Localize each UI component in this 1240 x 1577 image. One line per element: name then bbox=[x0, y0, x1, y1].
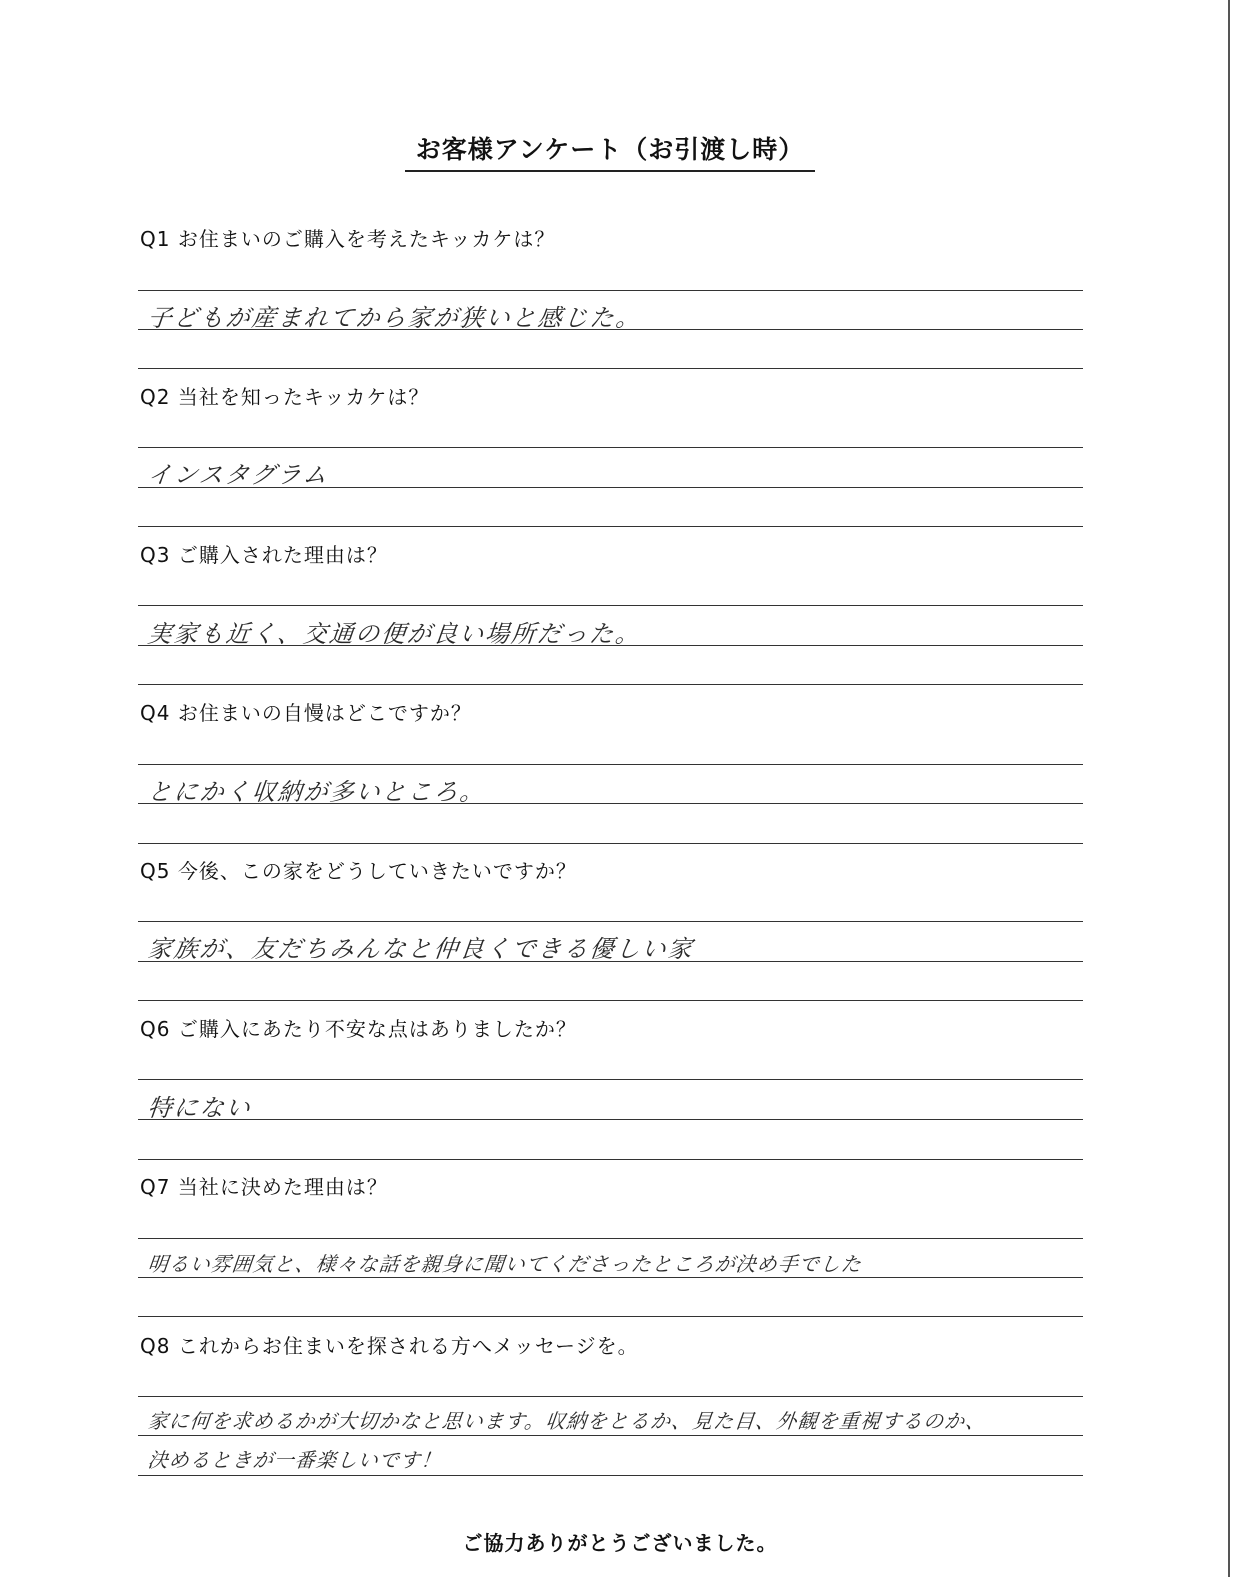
answer-line bbox=[138, 684, 1083, 685]
question-8-label: Q8 これからお住まいを探される方へメッセージを。 bbox=[140, 1334, 639, 1358]
answer-line bbox=[138, 290, 1083, 291]
answer-8-text-line2: 決めるときが一番楽しいです！ bbox=[146, 1448, 444, 1472]
answer-3-text: 実家も近く、交通の便が良い場所だった。 bbox=[146, 620, 643, 648]
question-7-label: Q7 当社に決めた理由は？ bbox=[140, 1175, 388, 1199]
page-title: お客様アンケート（お引渡し時） bbox=[405, 130, 815, 172]
answer-line bbox=[138, 961, 1083, 962]
answer-line bbox=[138, 1316, 1083, 1317]
answer-line bbox=[138, 764, 1083, 765]
page-edge-line bbox=[1228, 0, 1230, 1577]
answer-6-text: 特にない bbox=[146, 1094, 254, 1122]
footer-thanks: ご協力ありがとうございました。 bbox=[462, 1531, 778, 1555]
answer-1-text: 子どもが産まれてから家が狭いと感じた。 bbox=[146, 304, 644, 332]
answer-2-text: インスタグラム bbox=[146, 461, 331, 489]
answer-line bbox=[138, 803, 1083, 804]
answer-line bbox=[138, 368, 1083, 369]
answer-line bbox=[138, 329, 1083, 330]
answer-line bbox=[138, 645, 1083, 646]
answer-line bbox=[138, 1159, 1083, 1160]
question-5-label: Q5 今後、この家をどうしていきたいですか？ bbox=[140, 859, 577, 883]
answer-line bbox=[138, 1000, 1083, 1001]
answer-7-text: 明るい雰囲気と、様々な話を親身に聞いてくださったところが決め手でした bbox=[146, 1252, 864, 1276]
answer-5-text: 家族が、友だちみんなと仲良くできる優しい家 bbox=[146, 935, 696, 963]
answer-line bbox=[138, 526, 1083, 527]
answer-line bbox=[138, 1277, 1083, 1278]
question-3-label: Q3 ご購入された理由は？ bbox=[140, 543, 388, 567]
question-4-label: Q4 お住まいの自慢はどこですか？ bbox=[140, 701, 472, 725]
answer-line bbox=[138, 605, 1083, 606]
answer-4-text: とにかく収納が多いところ。 bbox=[146, 778, 488, 806]
answer-line bbox=[138, 843, 1083, 844]
answer-line bbox=[138, 1119, 1083, 1120]
answer-line bbox=[138, 1475, 1083, 1476]
answer-line bbox=[138, 1238, 1083, 1239]
answer-line bbox=[138, 1396, 1083, 1397]
question-1-label: Q1 お住まいのご購入を考えたキッカケは？ bbox=[140, 227, 556, 251]
answer-line bbox=[138, 1435, 1083, 1436]
question-2-label: Q2 当社を知ったキッカケは？ bbox=[140, 385, 430, 409]
question-6-label: Q6 ご購入にあたり不安な点はありましたか？ bbox=[140, 1017, 577, 1041]
answer-line bbox=[138, 1079, 1083, 1080]
answer-line bbox=[138, 447, 1083, 448]
answer-line bbox=[138, 487, 1083, 488]
answer-8-text-line1: 家に何を求めるかが大切かなと思います。収納をとるか、見た目、外観を重視するのか、 bbox=[146, 1409, 988, 1433]
answer-line bbox=[138, 921, 1083, 922]
